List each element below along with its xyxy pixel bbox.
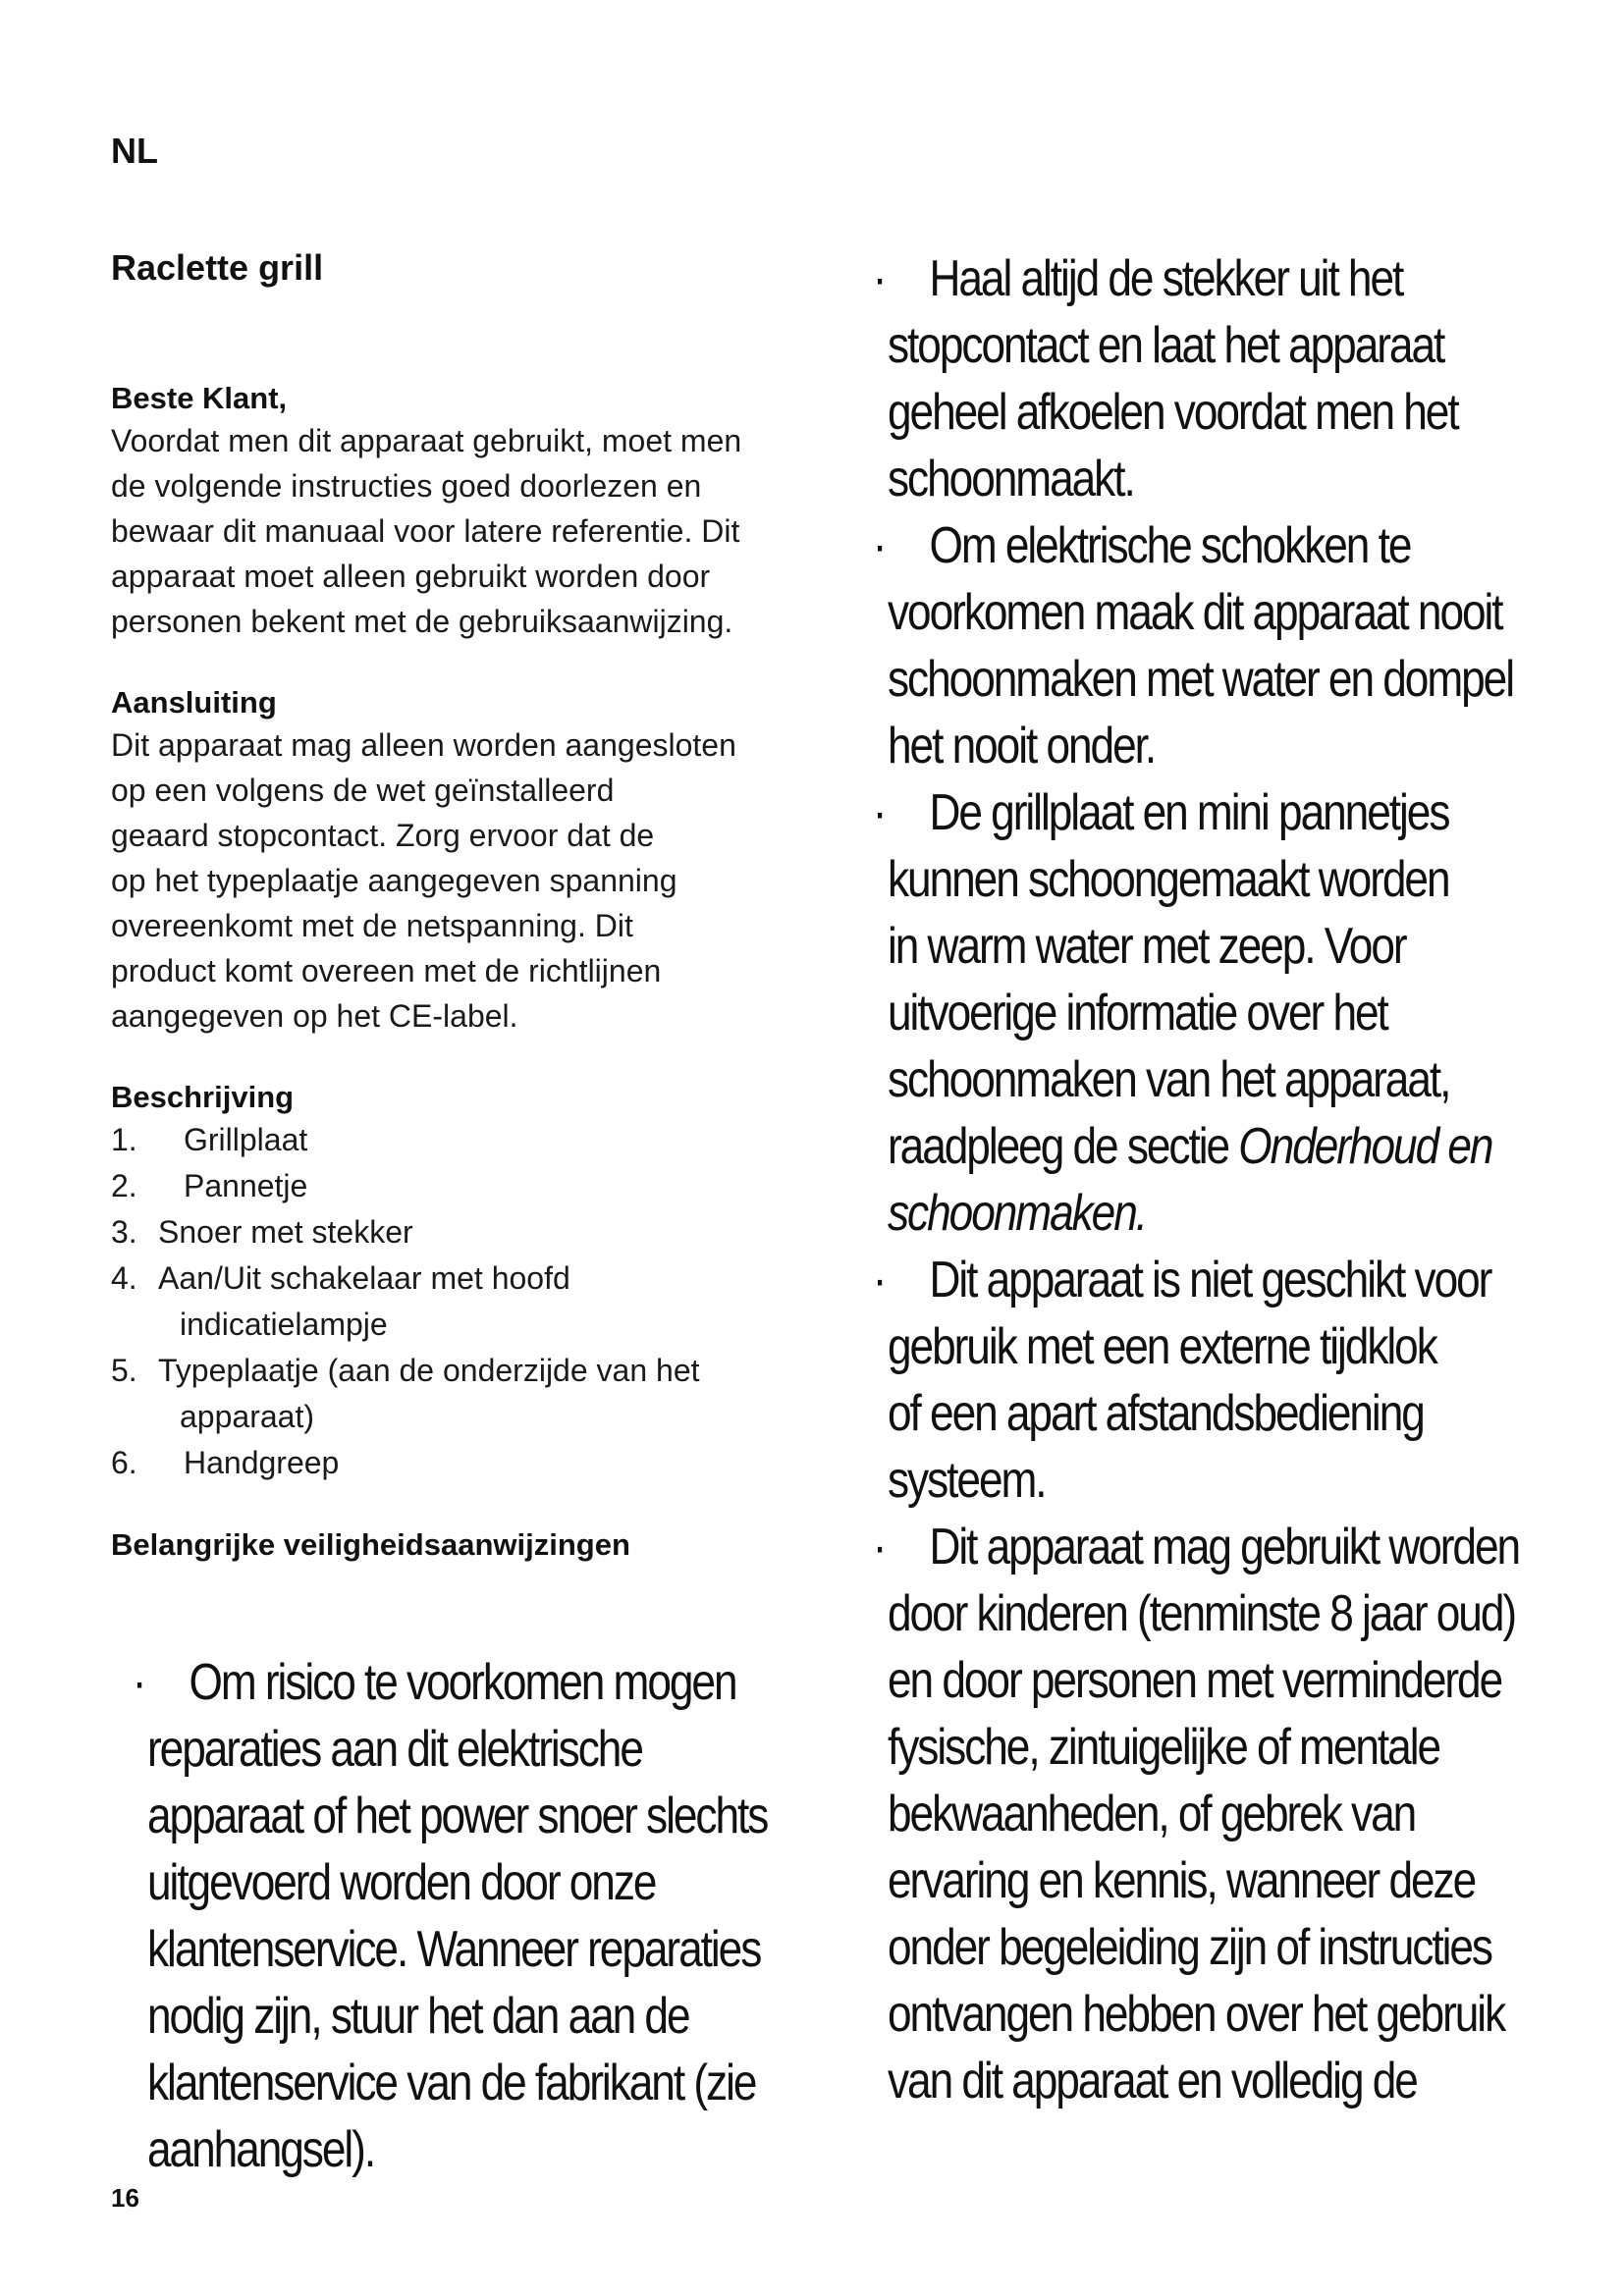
bullet-icon: · — [872, 784, 886, 841]
list-item — [111, 1163, 818, 1209]
bullet-icon: · — [132, 1654, 145, 1711]
list-item — [111, 1255, 818, 1302]
safety-line: kunnen schoongemaakt worden — [888, 851, 1449, 908]
bullet-icon: · — [872, 1252, 886, 1308]
connection-line: op het typeplaatje aangegeven spanning — [111, 863, 677, 898]
bullet-icon: · — [872, 250, 886, 307]
safety-line: reparaties aan dit elektrische — [147, 1721, 642, 1778]
section-reference: Onderhoud en — [1238, 1118, 1492, 1175]
list-text: Snoer met stekker — [158, 1214, 413, 1250]
safety-line: apparaat of het power snoer slechts — [147, 1788, 768, 1844]
safety-item-repairs — [132, 1649, 774, 2183]
left-column — [111, 247, 818, 1565]
list-text: Grillplaat — [184, 1122, 308, 1157]
safety-line: ontvangen hebben over het gebruik — [888, 1986, 1505, 2043]
safety-line: aanhangsel). — [147, 2121, 375, 2178]
safety-heading: Belangrijke veiligheidsaanwijzingen — [111, 1527, 630, 1562]
connection-line: overeenkomt met de netspanning. Dit — [111, 908, 633, 943]
list-text: Typeplaatje (aan de onderzijde van het — [158, 1353, 700, 1388]
list-number: 1. — [111, 1122, 137, 1157]
section-reference: schoonmaken. — [888, 1185, 1146, 1242]
intro-heading: Beste Klant, — [111, 381, 288, 415]
intro-line: de volgende instructies goed doorlezen en — [111, 468, 702, 504]
safety-line: in warm water met zeep. Voor — [888, 918, 1406, 975]
list-item — [111, 1209, 818, 1255]
list-item-continuation: indicatielampje — [180, 1307, 388, 1342]
safety-line: uitvoerige informatie over het — [888, 985, 1387, 1041]
safety-line: raadpleeg de sectie Onderhoud en — [888, 1118, 1492, 1175]
safety-item-children — [872, 1514, 1581, 2114]
safety-line: en door personen met verminderde — [888, 1652, 1502, 1709]
parts-list — [111, 1117, 818, 1486]
intro-line: personen bekent met de gebruiksaanwijzing. — [111, 604, 733, 639]
safety-line: Om elektrische schokken te — [929, 517, 1411, 574]
safety-line: De grillplaat en mini pannetjes — [929, 784, 1449, 841]
safety-item-timer — [872, 1247, 1581, 1514]
list-number: 2. — [111, 1168, 137, 1203]
safety-line: het nooit onder. — [888, 718, 1156, 774]
connection-line: op een volgens de wet geïnstalleerd — [111, 773, 615, 808]
intro-line: apparaat moet alleen gebruikt worden door — [111, 559, 711, 594]
bullet-icon: · — [872, 517, 886, 574]
list-number: 5. — [111, 1353, 137, 1388]
safety-line: gebruik met een externe tijdklok — [888, 1318, 1436, 1375]
intro-section — [111, 379, 818, 644]
connection-line: aangegeven op het CE-label. — [111, 998, 518, 1034]
right-column — [872, 245, 1581, 2114]
list-number: 4. — [111, 1260, 137, 1296]
safety-line: stopcontact en laat het apparaat — [888, 317, 1444, 374]
safety-line: ervaring en kennis, wanneer deze — [888, 1852, 1476, 1909]
safety-line: schoonmaken van het apparaat, — [888, 1051, 1450, 1108]
safety-item-electric-shock — [872, 512, 1581, 779]
safety-line: onder begeleiding zijn of instructies — [888, 1919, 1491, 1976]
list-number: 6. — [111, 1445, 137, 1480]
list-item-continuation: apparaat) — [180, 1399, 314, 1434]
list-number: 3. — [111, 1214, 137, 1250]
safety-line: klantenservice van de fabrikant (zie — [147, 2055, 756, 2111]
language-code: NL — [111, 131, 158, 171]
safety-line: van dit apparaat en volledig de — [888, 2053, 1417, 2109]
page-number: 16 — [111, 2183, 139, 2213]
safety-line: voorkomen maak dit apparaat nooit — [888, 584, 1502, 641]
bullet-icon: · — [872, 1519, 886, 1575]
safety-line: uitgevoerd worden door onze — [147, 1854, 656, 1911]
safety-item-cleaning — [872, 779, 1581, 1247]
safety-item-unplug — [872, 245, 1581, 512]
connection-heading: Aansluiting — [111, 685, 277, 720]
intro-line: bewaar dit manuaal voor latere referentie. Dit — [111, 513, 740, 549]
list-text: Aan/Uit schakelaar met hoofd — [158, 1260, 570, 1296]
safety-line: Haal altijd de stekker uit het — [929, 250, 1403, 307]
page-title: Raclette grill — [111, 247, 324, 288]
list-item — [111, 1348, 818, 1394]
safety-line: klantenservice. Wanneer reparaties — [147, 1921, 761, 1978]
intro-line: Voordat men dit apparaat gebruikt, moet men — [111, 423, 742, 458]
safety-line: nodig zijn, stuur het dan aan de — [147, 1988, 689, 2045]
safety-line: Dit apparaat mag gebruikt worden — [929, 1519, 1520, 1575]
safety-line: geheel afkoelen voordat men het — [888, 384, 1458, 441]
connection-section — [111, 683, 818, 1039]
safety-line: schoonmaakt. — [888, 451, 1134, 507]
safety-line: door kinderen (tenminste 8 jaar oud) — [888, 1585, 1516, 1642]
safety-line: fysische, zintuigelijke of mentale — [888, 1719, 1440, 1776]
safety-line: Dit apparaat is niet geschikt voor — [929, 1252, 1491, 1308]
list-item — [111, 1440, 818, 1486]
safety-line: Om risico te voorkomen mogen — [189, 1654, 736, 1711]
safety-line: systeem. — [888, 1452, 1046, 1509]
description-heading: Beschrijving — [111, 1080, 295, 1114]
connection-line: Dit apparaat mag alleen worden aangesloten — [111, 727, 736, 763]
connection-line: product komt overeen met de richtlijnen — [111, 953, 662, 988]
list-text: Pannetje — [184, 1168, 308, 1203]
connection-line: geaard stopcontact. Zorg ervoor dat de — [111, 818, 655, 853]
safety-line — [888, 1180, 1581, 1247]
description-section — [111, 1078, 818, 1486]
list-item — [111, 1117, 818, 1163]
safety-line: bekwaanheden, of gebrek van — [888, 1786, 1416, 1842]
safety-line: of een apart afstandsbediening — [888, 1385, 1424, 1442]
list-text: Handgreep — [184, 1445, 340, 1480]
safety-line: schoonmaken met water en dompel — [888, 651, 1513, 708]
